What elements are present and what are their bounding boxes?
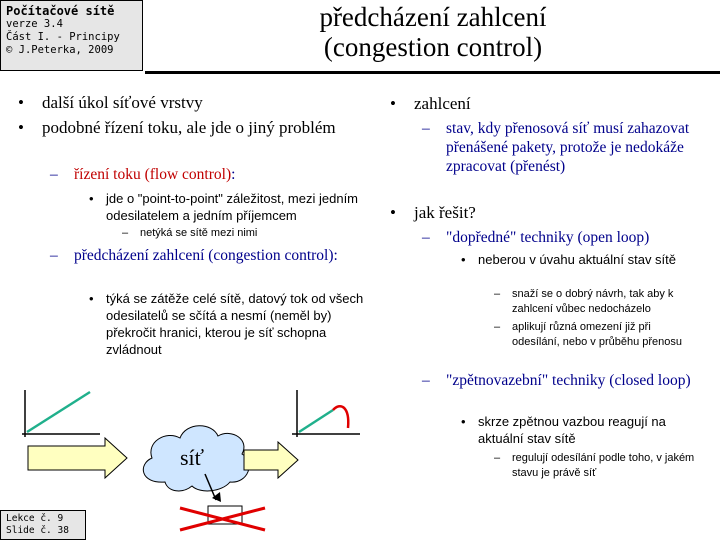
right-open-loop-sub-2: – aplikují různá omezení již při odesílání, nebo v průběhu přenosu — [494, 321, 683, 348]
title-rule — [145, 71, 720, 74]
right-closed-loop-detail: • skrze zpětnou vazbou reagují na aktuální stav sítě — [461, 414, 666, 446]
left-sub-congestion-control: – předcházení zahlcení (congestion control): — [50, 247, 338, 264]
network-cloud — [143, 426, 249, 491]
right-open-loop-detail: • neberou v úvahu aktuální stav sítě — [461, 252, 677, 267]
right-sub-closed-loop: – "zpětnovazební" techniky (closed loop) — [422, 372, 691, 389]
course-info-box — [0, 0, 143, 71]
left-flow-detail: • jde o "point-to-point" záležitost, mezi jedním odesilatelem a jedním příjemcem — [89, 191, 359, 223]
right-sub-congestion-def: – stav, kdy přenosová síť musí zahazovat přenášené pakety, protože je nedokáže zpracovat (přenést) — [422, 120, 690, 175]
output-graph — [292, 390, 360, 437]
left-congestion-detail: • týká se zátěže celé sítě, datový tok od všech odesilatelů se sčítá a nesmí (neměl by) překročit hranici, kterou je síť schopna zvládnout — [89, 291, 364, 357]
input-arrow — [28, 438, 127, 478]
author-text: © J.Peterka, 2009 — [6, 44, 114, 56]
slide-title — [146, 2, 720, 62]
slide-title-line1: předcházení zahlcení — [319, 2, 547, 32]
slide-title-line2: (congestion control) — [323, 32, 543, 62]
output-collapse-curve — [333, 406, 348, 428]
input-graph — [22, 390, 100, 437]
left-sub-flow-control: – řízení toku (flow control): — [50, 166, 236, 183]
slide-number: Slide č. 38 — [6, 525, 69, 536]
cloud-label: síť — [179, 445, 205, 470]
course-title: Počítačové sítě — [6, 4, 115, 18]
lesson-number: Lekce č. 9 — [6, 513, 64, 524]
right-bullet-1: • zahlcení — [390, 94, 471, 113]
part-text: Část I. - Principy — [6, 31, 120, 43]
output-arrow — [244, 442, 298, 478]
slide-footer — [0, 510, 86, 540]
output-load-line — [299, 410, 333, 432]
right-bullet-2: • jak řešit? — [390, 203, 476, 222]
right-closed-loop-sub: – regulují odesílání podle toho, v jakém stavu je právě síť — [494, 452, 695, 479]
input-load-line — [27, 392, 90, 432]
right-sub-open-loop: – "dopředné" techniky (open loop) — [422, 229, 650, 246]
left-flow-subdetail: – netýká se sítě mezi nimi — [122, 227, 258, 239]
right-open-loop-sub-1: – snaží se o dobrý návrh, tak aby k zahlcení vůbec nedocházelo — [494, 288, 674, 315]
version-text: verze 3.4 — [6, 18, 63, 30]
left-bullet-2: • podobné řízení toku, ale jde o jiný problém — [18, 118, 336, 137]
left-bullet-1: • další úkol síťové vrstvy — [18, 93, 203, 112]
